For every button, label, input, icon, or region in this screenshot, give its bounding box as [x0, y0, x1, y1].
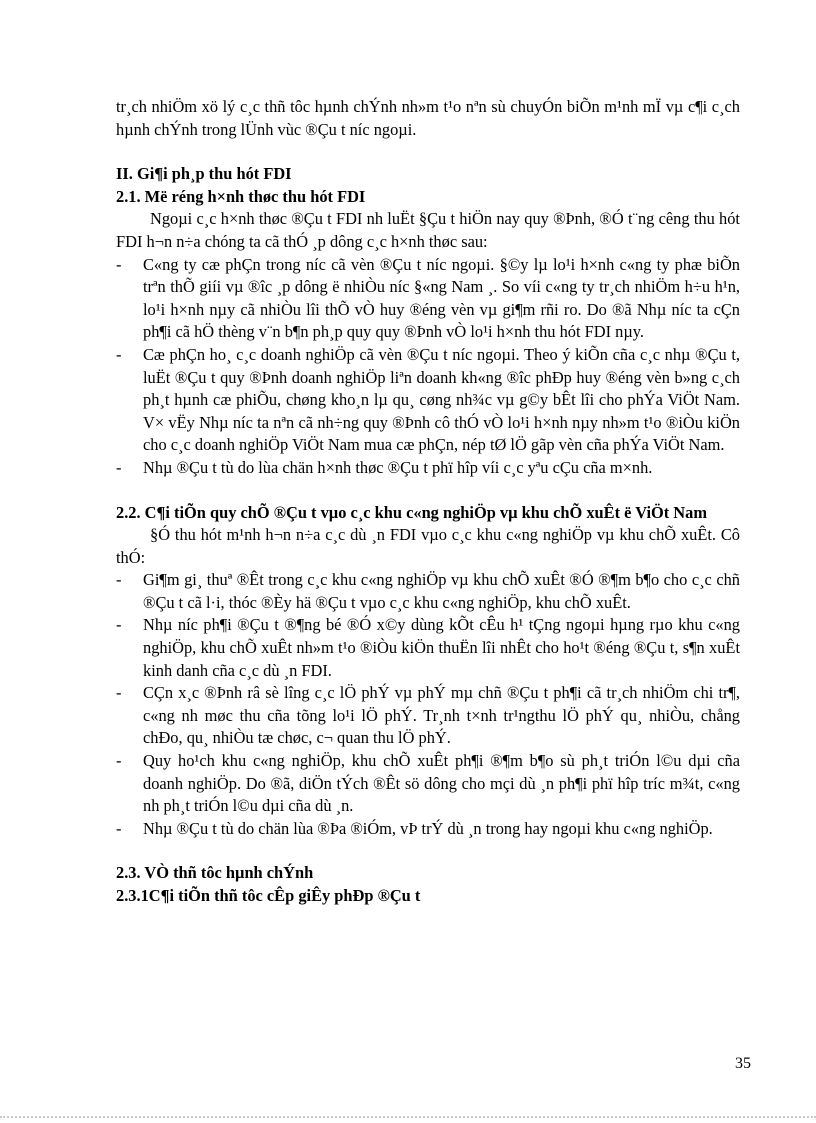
- bullet-dash: -: [116, 570, 122, 590]
- list-item: [116, 254, 740, 344]
- list-item-text: Quy ho¹ch khu c«ng nghiÖp, khu chÕ xuÊt ph¶i ®¶m b¶o sù ph¸t triÓn l©u dµi cña doanh nghiÖp. Do ®ã, diÖn tÝch ®Êt sö dông cho mçi dù ¸n ph¶i phï hîp tríc m¾t, c«ng nh ph¸t triÓn l©u dµi cña dù ¸n.: [143, 751, 740, 816]
- list-item-text: C«ng ty cæ phÇn trong níc cã vèn ®Çu t níc ngoµi. §©y lµ lo¹i h×nh c«ng ty phæ biÕn trªn thÕ giíi vµ ®îc ¸p dông ë nhiÒu níc §«ng Nam ¸. So víi c«ng ty tr¸ch nhiÖm h÷u h¹n, lo¹i h×nh nµy cã nhiÒu lîi thÕ vÒ huy ®éng vèn vµ gi¶m rñi ro. Do ®ã Nhµ níc ta cÇn ph¶i cã hÖ thèng v¨n b¶n ph¸p quy quy ®Þnh vÒ lo¹i h×nh thu hót FDI nµy.: [143, 254, 740, 342]
- subsection-heading-2-3: 2.3. VÒ thñ tôc hµnh chÝnh: [116, 863, 314, 883]
- bullet-dash: -: [116, 683, 122, 703]
- list-item: [116, 457, 740, 480]
- list-item: [116, 818, 740, 841]
- page-bottom-divider: [0, 1116, 816, 1118]
- intro-paragraph: tr¸ch nhiÖm xö lý c¸c thñ tôc hµnh chÝnh nh»m t¹o nªn sù chuyÓn biÕn m¹nh mÏ vµ c¶i c¸ch hµnh chÝnh trong lÜnh vùc ®Çu t níc ngoµi.: [116, 97, 740, 139]
- page-number: 35: [735, 1055, 751, 1072]
- section-heading-ii: II. Gi¶i ph¸p thu hót FDI: [116, 164, 292, 184]
- bullet-list-2-1: [116, 254, 740, 480]
- bullet-list-2-2: [116, 569, 740, 840]
- bullet-dash: -: [116, 818, 122, 838]
- subsection-heading-2-2: 2.2. C¶i tiÕn quy chÕ ®Çu t vµo c¸c khu c«ng nghiÖp vµ khu chÕ xuÊt ë ViÖt Nam: [116, 502, 707, 522]
- bullet-dash: -: [116, 615, 122, 635]
- spacer: [116, 840, 740, 862]
- list-item-text: CÇn x¸c ®Þnh râ sè lîng c¸c lÖ phÝ vµ phÝ mµ chñ ®Çu t ph¶i cã tr¸ch nhiÖm chi tr¶, c«ng nh møc thu cña tõng lo¹i lÖ phÝ. Tr¸nh t×nh tr¹ngthu lÖ phÝ qu¸ nhiÒu, chång chÐo, qu¸ nhiÒu tæ chøc, c¬ quan thu lÖ phÝ.: [143, 683, 740, 748]
- list-item-text: Nhµ ®Çu t tù do chän lùa ®Þa ®iÓm, vÞ trÝ dù ¸n trong hay ngoµi khu c«ng nghiÖp.: [143, 818, 713, 838]
- list-item-text: Cæ phÇn ho¸ c¸c doanh nghiÖp cã vèn ®Çu t níc ngoµi. Theo ý kiÕn cña c¸c nhµ ®Çu t, luËt ®Çu t quy ®Þnh doanh nghiÖp liªn doanh kh«ng ®îc phÐp huy ®éng vèn b»ng c¸ch ph¸t hµnh cæ phiÕu, chøng kho¸n lµ qu¸ cøng nh¾c vµ g©y bÊt lîi cho phÝa ViÖt Nam. V× vËy Nhµ níc ta nªn cã nh÷ng quy ®Þnh cô thÓ vÒ lo¹i h×nh nµy nh»m t¹o ®iÒu kiÖn cho c¸c doanh nghiÖp ViÖt Nam mua cæ phÇn, nép tØ lÖ gãp vèn cña phÝa ViÖt Nam.: [143, 344, 740, 455]
- paragraph-2-2-lead: §Ó thu hót m¹nh h¬n n÷a c¸c dù ¸n FDI vµo c¸c khu c«ng nghiÖp vµ khu chÕ xuÊt. Cô thÓ:: [116, 525, 740, 567]
- spacer: [116, 141, 740, 163]
- page-body: [116, 96, 740, 908]
- list-item-text: Nhµ níc ph¶i ®Çu t ®¶ng bé ®Ó x©y dùng kÕt cÊu h¹ tÇng ngoµi hµng rµo khu c«ng nghiÖp, khu chÕ xuÊt nh»m t¹o ®iÒu kiÖn thuËn lîi nhÊt cho ho¹t ®éng ®Çu t, s¶n xuÊt kinh danh cña c¸c dù ¸n FDI.: [143, 615, 740, 680]
- spacer: [116, 480, 740, 502]
- bullet-dash: -: [116, 344, 122, 364]
- bullet-dash: -: [116, 457, 122, 477]
- list-item: [116, 344, 740, 457]
- list-item: [116, 614, 740, 682]
- bullet-dash: -: [116, 751, 122, 771]
- paragraph-2-1-lead: Ngoµi c¸c h×nh thøc ®Çu t FDI nh luËt §Çu t hiÖn nay quy ®Þnh, ®Ó t¨ng cêng thu hót FDI h¬n n÷a chóng ta cã thÓ ¸p dông c¸c h×nh thøc sau:: [116, 209, 740, 251]
- subsection-heading-2-3-1: 2.3.1C¶i tiÕn thñ tôc cÊp giÊy phÐp ®Çu t: [116, 886, 421, 905]
- bullet-dash: -: [116, 254, 122, 274]
- subsection-heading-2-1: 2.1. Më réng h×nh thøc thu hót FDI: [116, 186, 366, 206]
- list-item-text: Gi¶m gi¸ thuª ®Êt trong c¸c khu c«ng nghiÖp vµ khu chÕ xuÊt ®Ó ®¶m b¶o cho c¸c chñ ®Çu t cã l·i, thóc ®Èy hä ®Çu t vµo c¸c khu c«ng nghiÖp, khu chÕ xuÊt.: [143, 570, 740, 612]
- list-item: [116, 569, 740, 614]
- list-item: [116, 682, 740, 750]
- list-item: [116, 750, 740, 818]
- list-item-text: Nhµ ®Çu t tù do lùa chän h×nh thøc ®Çu t phï hîp víi c¸c yªu cÇu cña m×nh.: [143, 457, 653, 477]
